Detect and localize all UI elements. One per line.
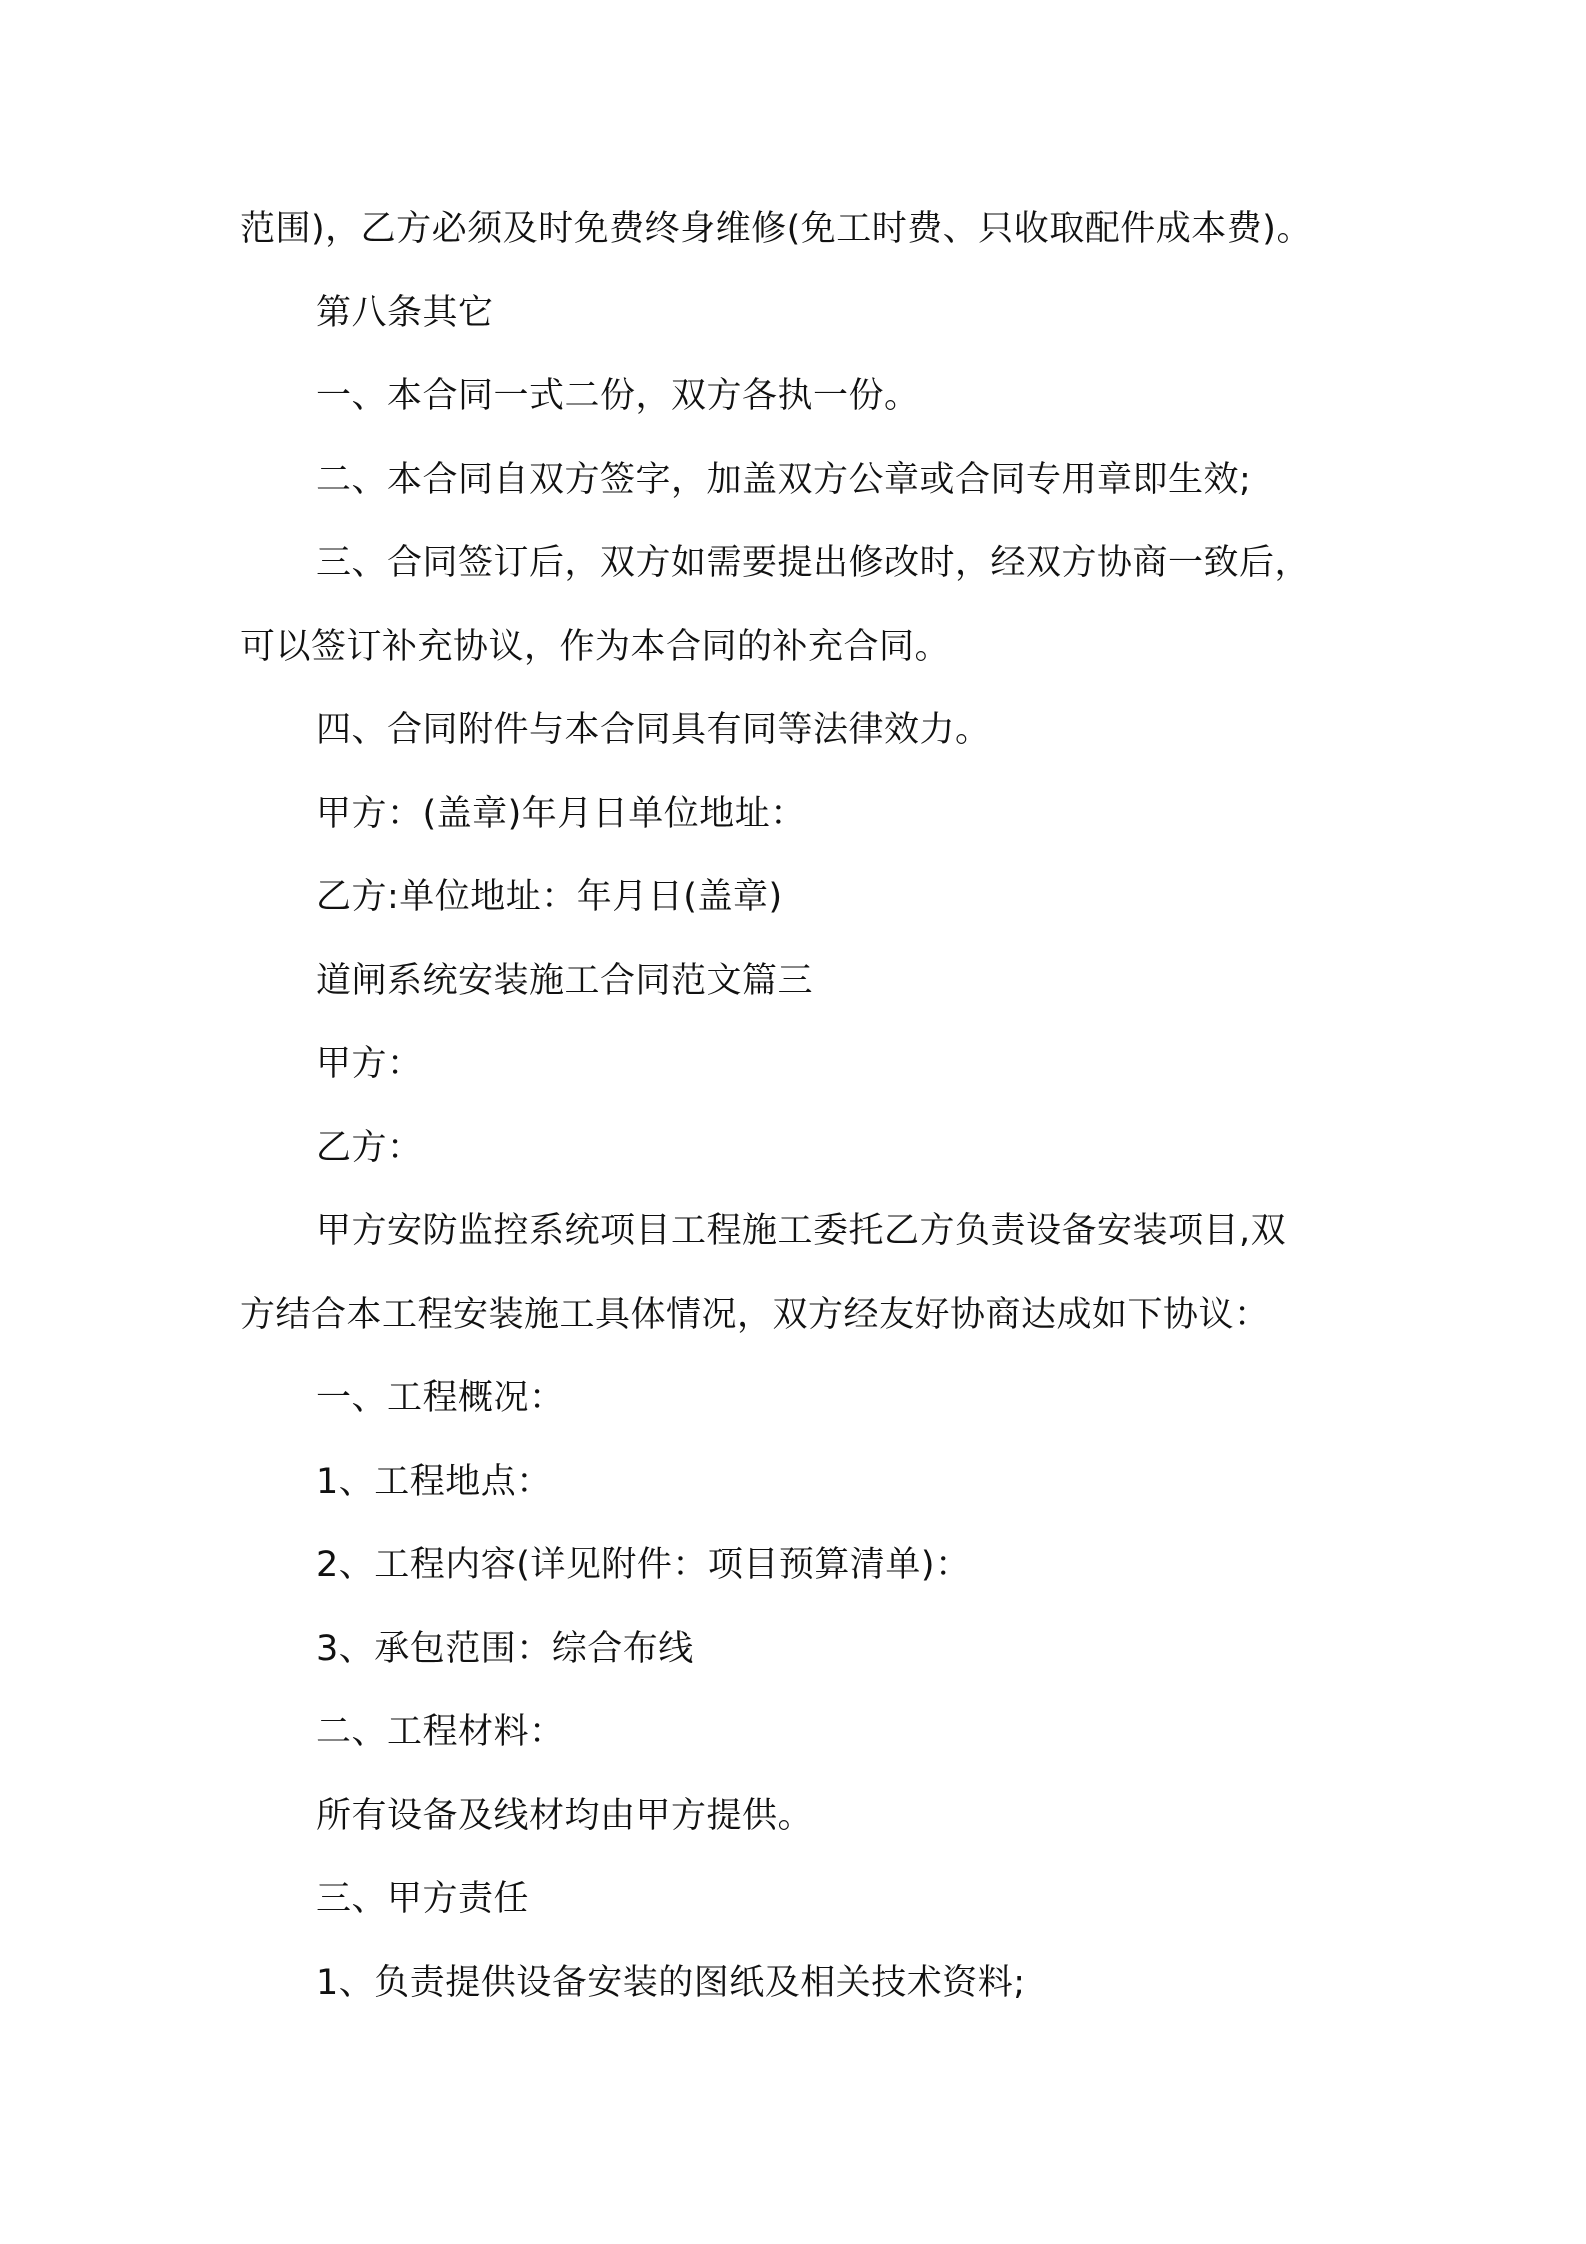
intro-paragraph: 甲方安防监控系统项目工程施工委托乙方负责设备安装项目,双 [316, 1211, 1287, 1251]
clause-attachments: 四、合同附件与本合同具有同等法律效力。 [316, 710, 991, 750]
project-content-item: 2、工程内容(详见附件：项目预算清单)： [316, 1545, 971, 1585]
clause-amendment: 三、合同签订后，双方如需要提出修改时，经双方协商一致后， [316, 543, 1311, 583]
intro-paragraph-continuation: 方结合本工程安装施工具体情况，双方经友好协商达成如下协议： [240, 1295, 1270, 1335]
materials-statement: 所有设备及线材均由甲方提供。 [316, 1796, 814, 1836]
responsibility-item-1: 1、负责提供设备安装的图纸及相关技术资料; [316, 1963, 1026, 2003]
project-overview-heading: 一、工程概况： [316, 1378, 565, 1418]
project-materials-heading: 二、工程材料： [316, 1712, 565, 1752]
clause-effective: 二、本合同自双方签字，加盖双方公章或合同专用章即生效; [316, 460, 1252, 500]
party-a-label: 甲方： [316, 1044, 423, 1084]
party-a-responsibility-heading: 三、甲方责任 [316, 1879, 530, 1919]
party-b-signature-line: 乙方:单位地址：年月日(盖章) [316, 877, 783, 917]
paragraph-scope-continuation: 范围)，乙方必须及时免费终身维修(免工时费、只收取配件成本费)。 [240, 209, 1312, 249]
section-title: 道闸系统安装施工合同范文篇三 [316, 961, 814, 1001]
clause-amendment-continuation: 可以签订补充协议，作为本合同的补充合同。 [240, 627, 951, 667]
party-a-signature-line: 甲方：(盖章)年月日单位地址： [316, 794, 806, 834]
article-eight-heading: 第八条其它 [316, 293, 494, 333]
project-location-item: 1、工程地点： [316, 1462, 552, 1502]
contract-scope-item: 3、承包范围：综合布线 [316, 1629, 694, 1669]
clause-copies: 一、本合同一式二份，双方各执一份。 [316, 376, 920, 416]
party-b-label: 乙方： [316, 1128, 423, 1168]
